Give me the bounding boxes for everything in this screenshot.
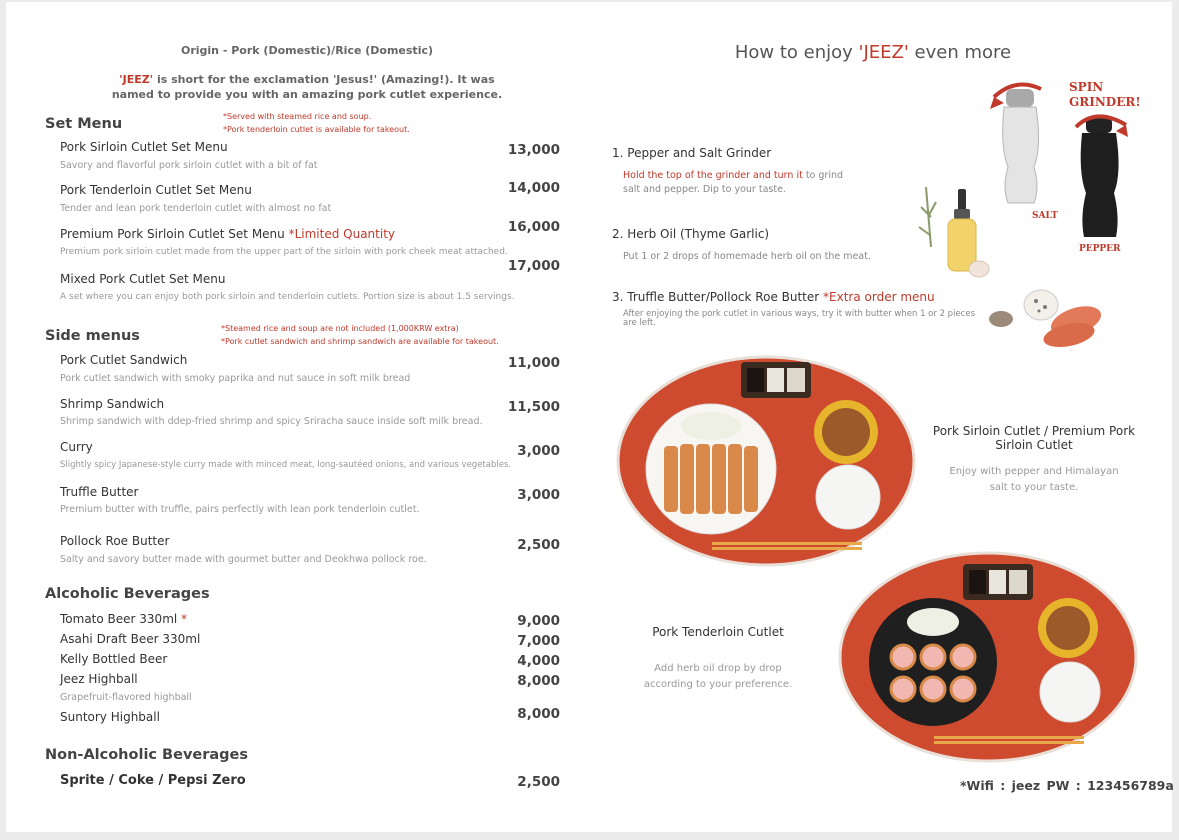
cabbage-icon <box>907 608 959 636</box>
item-name: Pork Cutlet Sandwich <box>60 353 188 367</box>
section-title-alcoholic: Alcoholic Beverages <box>45 586 210 602</box>
item-name: Mixed Pork Cutlet Set Menu <box>60 272 226 286</box>
herb-oil-illustration <box>911 187 991 287</box>
item-name: Premium Pork Sirloin Cutlet Set Menu *Limited Quantity <box>60 227 396 241</box>
sirloin-tray-illustration <box>616 354 916 569</box>
svg-text:SALT: SALT <box>1032 211 1058 221</box>
item-desc: Slightly spicy Japanese-style curry made with minced meat, long-sautéed onions, and various vegetables. <box>60 460 512 470</box>
item-name: Curry <box>60 440 93 454</box>
beverage-name: Kelly Bottled Beer <box>60 652 168 666</box>
caption-desc: Add herb oil drop by drop according to your preference. <box>643 663 793 690</box>
item-name: Pollock Roe Butter <box>60 534 170 548</box>
item-name: Pork Tenderloin Cutlet Set Menu <box>60 183 252 197</box>
svg-text:SPIN: SPIN <box>1069 80 1104 94</box>
step-title: 2. Herb Oil (Thyme Garlic) <box>612 227 770 241</box>
item-price: 11,500 <box>507 399 560 415</box>
beverage-price: 7,000 <box>517 633 560 649</box>
beverage-price: 8,000 <box>517 706 560 722</box>
cutlet-icon <box>696 444 710 514</box>
beverage-price: 4,000 <box>517 653 560 669</box>
item-desc: Salty and savory butter made with gourmet butter and Deokhwa pollock roe. <box>60 554 427 565</box>
item-price: 17,000 <box>507 258 560 274</box>
svg-text:PEPPER: PEPPER <box>1079 244 1121 254</box>
beverage-name: Suntory Highball <box>60 710 160 724</box>
pepper-grinder-icon <box>1081 133 1119 237</box>
wifi-info: *Wifi : jeez PW : 123456789a <box>960 778 1174 793</box>
item-name: Pork Sirloin Cutlet Set Menu <box>60 140 228 154</box>
chopsticks-icon <box>712 542 862 545</box>
section-title-side-menus: Side menus <box>45 328 140 344</box>
beverage-name: Tomato Beer 330ml * <box>60 612 188 626</box>
item-price: 2,500 <box>517 537 560 553</box>
beverage-price: 9,000 <box>517 613 560 629</box>
caption-desc: Enjoy with pepper and Himalayan salt to your taste. <box>949 466 1119 493</box>
step-desc: Put 1 or 2 drops of homemade herb oil on the meat. <box>623 251 871 262</box>
item-desc: Premium pork sirloin cutlet made from the upper part of the sirloin with pork cheek meat attached. <box>60 247 508 257</box>
butter-illustration <box>981 287 1111 357</box>
item-desc: Premium butter with truffle, pairs perfectly with lean pork tenderloin cutlet. <box>60 504 420 515</box>
step-desc: Hold the top of the grinder and turn it to grind salt and pepper. Dip to your taste. <box>623 170 844 195</box>
beverage-price: 2,500 <box>517 774 560 790</box>
set-menu-notes: *Served with steamed rice and soup. *Pork tenderloin cutlet is available for takeout. <box>223 112 410 134</box>
rice-bowl-icon <box>816 465 880 529</box>
beverage-name: Jeez Highball <box>60 672 138 686</box>
item-price: 14,000 <box>507 180 560 196</box>
beverage-desc: Grapefruit-flavored highball <box>60 692 192 703</box>
beverage-name: Asahi Draft Beer 330ml <box>60 632 201 646</box>
item-desc: Shrimp sandwich with ddep-fried shrimp and spicy Sriracha sauce inside soft milk bread. <box>60 416 483 427</box>
brand-name: 'JEEZ' <box>858 42 909 63</box>
origin-note: Origin - Pork (Domestic)/Rice (Domestic) <box>180 44 434 57</box>
chopsticks-icon <box>934 736 1084 739</box>
salt-grinder-icon <box>1003 107 1039 203</box>
brand-name: 'JEEZ' <box>119 73 154 86</box>
grinder-illustration <box>986 77 1146 257</box>
truffle-icon <box>989 311 1013 327</box>
side-menu-notes: *Steamed rice and soup are not included (1,000KRW extra) *Pork cutlet sandwich and shrimp sandwich are available for takeout. <box>221 324 499 346</box>
truffle-butter-icon <box>1024 290 1058 320</box>
limited-quantity-tag: *Limited Quantity <box>288 227 396 241</box>
item-desc: Tender and lean pork tenderloin cutlet with almost no fat <box>60 203 332 214</box>
extra-order-tag: *Extra order menu <box>823 290 935 304</box>
step-desc: After enjoying the pork cutlet in various ways, try it with butter when 1 or 2 pieces are left. <box>623 309 975 328</box>
caption-title: Pork Sirloin Cutlet / Premium Pork Sirloin Cutlet <box>932 424 1136 452</box>
item-price: 3,000 <box>517 487 560 503</box>
item-name: Shrimp Sandwich <box>60 397 165 411</box>
item-desc: Pork cutlet sandwich with smoky paprika and nut sauce in soft milk bread <box>60 373 411 384</box>
item-name: Truffle Butter <box>60 485 139 499</box>
item-price: 13,000 <box>507 142 560 158</box>
item-price: 3,000 <box>517 443 560 459</box>
rice-bowl-icon <box>1040 662 1100 722</box>
item-price: 16,000 <box>507 219 560 235</box>
guide-title: How to enjoy 'JEEZ' even more <box>734 42 1012 63</box>
beverage-name: Sprite / Coke / Pepsi Zero <box>60 773 246 788</box>
item-desc: Savory and flavorful pork sirloin cutlet with a bit of fat <box>60 160 318 171</box>
thyme-icon <box>919 187 936 247</box>
beverage-price: 8,000 <box>517 673 560 689</box>
garlic-icon <box>969 261 989 277</box>
item-price: 11,000 <box>507 355 560 371</box>
cutlet-icon <box>891 645 915 669</box>
section-title-non-alcoholic: Non-Alcoholic Beverages <box>45 747 249 763</box>
step-title: 3. Truffle Butter/Pollock Roe Butter *Extra order menu <box>612 290 935 304</box>
section-title-set-menu: Set Menu <box>45 116 123 132</box>
cabbage-icon <box>681 412 741 440</box>
caption-title: Pork Tenderloin Cutlet <box>652 625 784 639</box>
step-title: 1. Pepper and Salt Grinder <box>612 146 772 160</box>
menu-page <box>6 2 1172 832</box>
brand-intro: 'JEEZ' is short for the exclamation 'Jesus!' (Amazing!). It was named to provide you with an amazing pork cutlet experience. <box>111 73 503 101</box>
tenderloin-tray-illustration <box>838 550 1138 765</box>
item-desc: A set where you can enjoy both pork sirloin and tenderloin cutlets. Portion size is about 1.5 servings. <box>60 292 515 302</box>
svg-text:GRINDER!: GRINDER! <box>1069 95 1141 109</box>
